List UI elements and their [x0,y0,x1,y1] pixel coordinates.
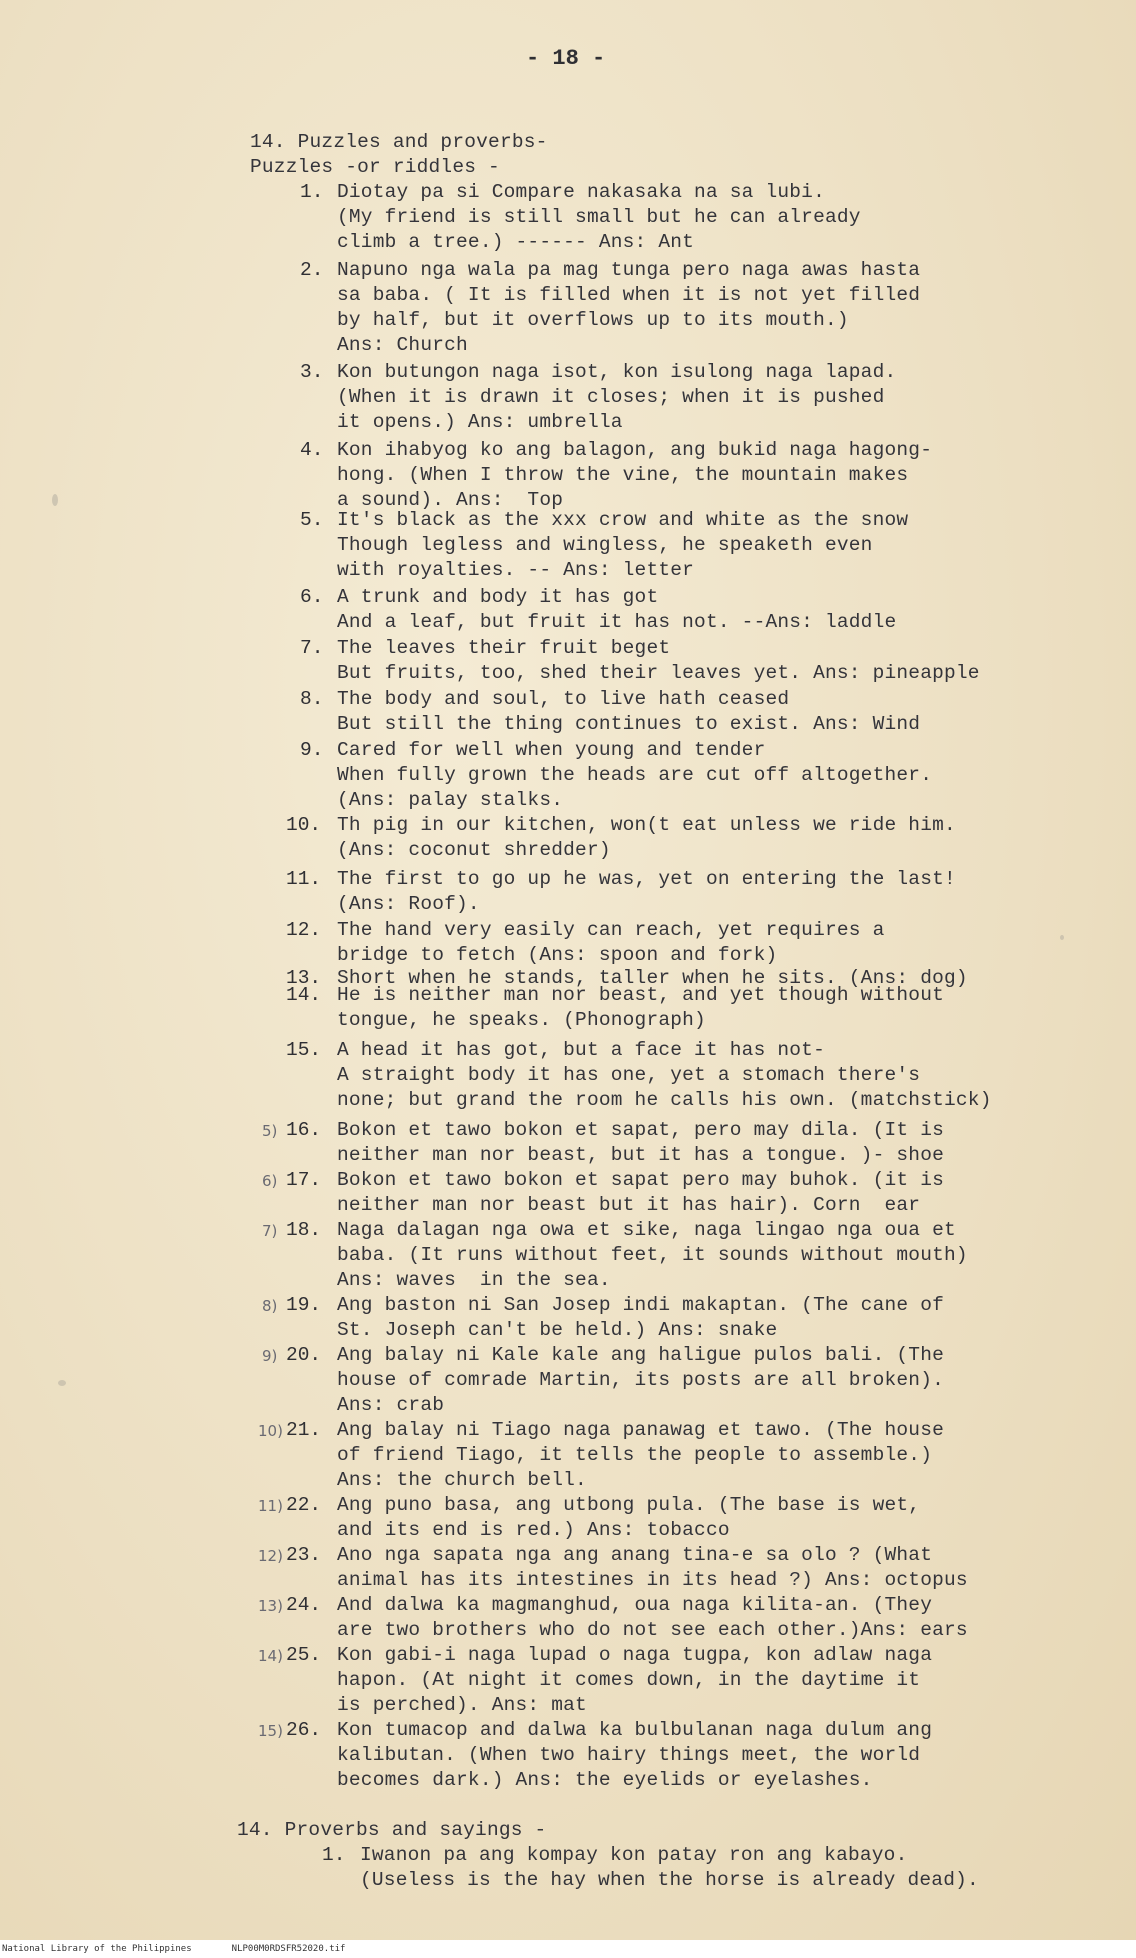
footer-filename: NLP00M0RDSFR52020.tif [231,1944,346,1954]
item-number: 1. [322,1844,346,1866]
item-line: Ang puno basa, ang utbong pula. (The base is wet, [337,1494,921,1516]
footer-library: National Library of the Philippines [2,1944,192,1954]
item-line: Though legless and wingless, he speaketh even [337,534,873,556]
margin-annotation: 12) [258,1547,283,1565]
item-line: (Ans: palay stalks. [337,789,564,811]
item-line: The hand very easily can reach, yet requires a [337,919,885,941]
item-line: neither man nor beast but it has hair). Corn ear [337,1194,921,1216]
item-line: becomes dark.) Ans: the eyelids or eyelashes. [337,1769,873,1791]
item-line: Ans: crab [337,1394,445,1416]
item-line: Ang balay ni Kale kale ang haligue pulos bali. (The [337,1344,944,1366]
item-number: 14. [286,984,322,1006]
section-title: 14. Puzzles and proverbs- [250,131,548,153]
item-line: Short when he stands, taller when he sits. (Ans: dog) [337,967,968,989]
item-line: Ans: waves in the sea. [337,1269,611,1291]
item-line: The body and soul, to live hath ceased [337,688,790,710]
paper-speck [1060,935,1064,940]
item-number: 9. [300,739,324,761]
item-line: bridge to fetch (Ans: spoon and fork) [337,944,778,966]
margin-annotation: 10) [258,1422,283,1440]
item-line: Kon butungon naga isot, kon isulong naga lapad. [337,361,897,383]
item-line: A head it has got, but a face it has not- [337,1039,825,1061]
item-line: a sound). Ans: Top [337,489,564,511]
item-line: (Ans: Roof). [337,893,480,915]
item-line: is perched). Ans: mat [337,1694,587,1716]
item-line: He is neither man nor beast, and yet though without [337,984,944,1006]
paper-speck [58,1380,66,1386]
item-number: 24. [286,1594,322,1616]
item-line: with royalties. -- Ans: letter [337,559,695,581]
item-line: It's black as the xxx crow and white as the snow [337,509,909,531]
item-line: The first to go up he was, yet on entering the last! [337,868,956,890]
item-line: Ans: the church bell. [337,1469,587,1491]
item-line: sa baba. ( It is filled when it is not yet filled [337,284,921,306]
item-line: The leaves their fruit beget [337,637,671,659]
item-line: it opens.) Ans: umbrella [337,411,623,433]
item-line: When fully grown the heads are cut off altogether. [337,764,933,786]
margin-annotation: 7) [262,1222,278,1240]
item-line: of friend Tiago, it tells the people to assemble.) [337,1444,933,1466]
item-number: 6. [300,586,324,608]
item-line: St. Joseph can't be held.) Ans: snake [337,1319,778,1341]
item-line: (Ans: coconut shredder) [337,839,611,861]
item-line: (When it is drawn it closes; when it is pushed [337,386,885,408]
item-number: 12. [286,919,322,941]
item-number: 4. [300,439,324,461]
item-line: Napuno nga wala pa mag tunga pero naga awas hasta [337,259,921,281]
item-line: (Useless is the hay when the horse is already dead). [360,1869,979,1891]
item-number: 22. [286,1494,322,1516]
item-number: 2. [300,259,324,281]
item-line: climb a tree.) ------ Ans: Ant [337,231,695,253]
item-line: Th pig in our kitchen, won(t eat unless we ride him. [337,814,956,836]
item-number: 5. [300,509,324,531]
margin-annotation: 14) [258,1647,283,1665]
margin-annotation: 11) [258,1497,283,1515]
proverbs-heading: 14. Proverbs and sayings - [237,1819,547,1841]
item-number: 16. [286,1119,322,1141]
item-line: hapon. (At night it comes down, in the daytime it [337,1669,921,1691]
item-line: tongue, he speaks. (Phonograph) [337,1009,706,1031]
item-number: 11. [286,868,322,890]
item-line: house of comrade Martin, its posts are all broken). [337,1369,944,1391]
item-line: And dalwa ka magmanghud, oua naga kilita-an. (They [337,1594,933,1616]
margin-annotation: 13) [258,1597,283,1615]
item-line: Cared for well when young and tender [337,739,766,761]
item-number: 25. [286,1644,322,1666]
item-line: Ano nga sapata nga ang anang tina-e sa olo ? (What [337,1544,933,1566]
margin-annotation: 15) [258,1722,283,1740]
scan-footer [2,1944,385,1954]
item-line: A straight body it has one, yet a stomach there's [337,1064,921,1086]
item-number: 7. [300,637,324,659]
item-line: kalibutan. (When two hairy things meet, the world [337,1744,921,1766]
item-line: A trunk and body it has got [337,586,659,608]
item-line: none; but grand the room he calls his own. (matchstick) [337,1089,992,1111]
item-line: and its end is red.) Ans: tobacco [337,1519,730,1541]
item-number: 15. [286,1039,322,1061]
margin-annotation: 6) [262,1172,278,1190]
item-line: hong. (When I throw the vine, the mountain makes [337,464,909,486]
margin-annotation: 9) [262,1347,278,1365]
item-line: neither man nor beast, but it has a tongue. )- shoe [337,1144,944,1166]
item-line: baba. (It runs without feet, it sounds without mouth) [337,1244,968,1266]
item-number: 26. [286,1719,322,1741]
item-line: Naga dalagan nga owa et sike, naga lingao nga oua et [337,1219,956,1241]
item-number: 20. [286,1344,322,1366]
page-number: - 18 - [526,46,606,71]
paper-speck [52,494,58,506]
item-line: Kon tumacop and dalwa ka bulbulanan naga dulum ang [337,1719,933,1741]
item-line: And a leaf, but fruit it has not. --Ans: laddle [337,611,897,633]
item-number: 17. [286,1169,322,1191]
item-line: are two brothers who do not see each other.)Ans: ears [337,1619,968,1641]
item-line: Kon gabi-i naga lupad o naga tugpa, kon adlaw naga [337,1644,933,1666]
item-line: Diotay pa si Compare nakasaka na sa lubi. [337,181,825,203]
item-line: Iwanon pa ang kompay kon patay ron ang kabayo. [360,1844,908,1866]
item-line: Ang baston ni San Josep indi makaptan. (The cane of [337,1294,944,1316]
item-line: Kon ihabyog ko ang balagon, ang bukid naga hagong- [337,439,933,461]
item-line: animal has its intestines in its head ?) Ans: octopus [337,1569,968,1591]
item-number: 3. [300,361,324,383]
item-number: 21. [286,1419,322,1441]
item-line: But fruits, too, shed their leaves yet. Ans: pineapple [337,662,980,684]
item-line: by half, but it overflows up to its mouth.) [337,309,849,331]
item-number: 10. [286,814,322,836]
item-number: 19. [286,1294,322,1316]
margin-annotation: 5) [262,1122,278,1140]
item-number: 23. [286,1544,322,1566]
item-number: 13. [286,967,322,989]
item-line: Bokon et tawo bokon et sapat pero may buhok. (it is [337,1169,944,1191]
item-number: 8. [300,688,324,710]
subheading: Puzzles -or riddles - [250,156,500,178]
item-number: 18. [286,1219,322,1241]
item-line: Ans: Church [337,334,468,356]
item-number: 1. [300,181,324,203]
item-line: Bokon et tawo bokon et sapat, pero may dila. (It is [337,1119,944,1141]
item-line: But still the thing continues to exist. Ans: Wind [337,713,921,735]
item-line: (My friend is still small but he can already [337,206,861,228]
margin-annotation: 8) [262,1297,278,1315]
item-line: Ang balay ni Tiago naga panawag et tawo. (The house [337,1419,944,1441]
